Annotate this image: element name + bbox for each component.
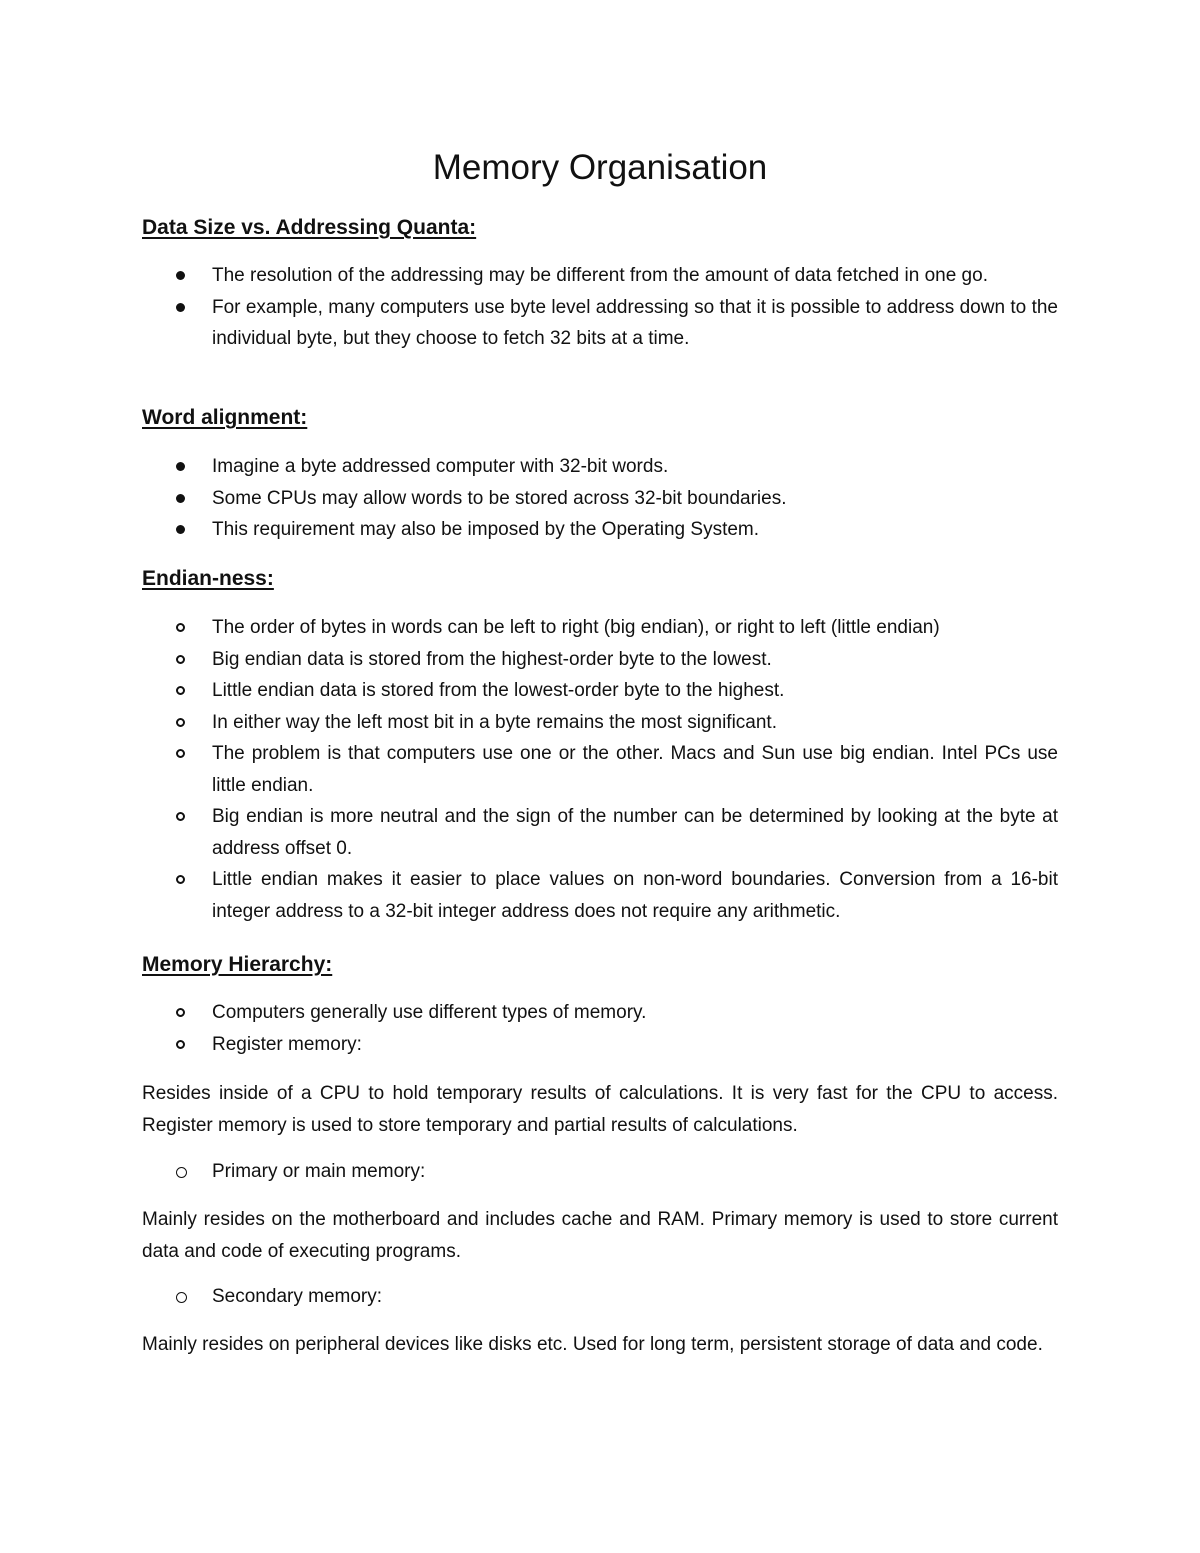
circle-bullet-icon [176, 623, 185, 632]
list-item-text: For example, many computers use byte level addressing so that it is possible to address down to the individual byte, but they choose to fetch 32 bits at a time. [212, 296, 1058, 349]
list-item-text: Primary or main memory: [212, 1161, 426, 1182]
circle-bullet-icon [176, 655, 185, 664]
secondary-memory-list [142, 1281, 1058, 1313]
list-item [142, 801, 1058, 864]
circle-bullet-icon [176, 1008, 185, 1017]
list-item-text: In either way the left most bit in a byte remains the most significant. [212, 711, 777, 733]
disc-bullet-icon [176, 525, 185, 534]
circle-bullet-icon [176, 1167, 187, 1178]
circle-bullet-icon [176, 1040, 185, 1049]
list-item [142, 707, 1058, 739]
list-item [142, 612, 1058, 644]
secondary-memory-paragraph: Mainly resides on peripheral devices like disks etc. Used for long term, persistent storage of data and code. [142, 1334, 1043, 1355]
list-item [142, 644, 1058, 676]
list-item [142, 483, 1058, 515]
list-item [142, 292, 1058, 355]
list-item-text: Computers generally use different types of memory. [212, 1002, 647, 1023]
register-memory-paragraph: Resides inside of a CPU to hold temporary results of calculations. It is very fast for the CPU to access. Register memory is used to store temporary and partial results of calculations. [142, 1083, 1058, 1136]
list-item [142, 1281, 1058, 1313]
section-heading-data-size: Data Size vs. Addressing Quanta: [142, 216, 477, 239]
word-alignment-list [142, 451, 1058, 546]
list-item [142, 514, 1058, 546]
circle-bullet-icon [176, 812, 185, 821]
list-item [142, 864, 1058, 927]
circle-bullet-icon [176, 749, 185, 758]
list-item-text: Little endian data is stored from the lowest-order byte to the highest. [212, 680, 785, 701]
list-item [142, 1029, 1058, 1061]
hierarchy-list [142, 997, 1058, 1060]
list-item-text: Secondary memory: [212, 1286, 383, 1307]
primary-memory-paragraph: Mainly resides on the motherboard and includes cache and RAM. Primary memory is used to store current data and code of executing programs. [142, 1209, 1058, 1262]
list-item-text: Big endian data is stored from the highest-order byte to the lowest. [212, 648, 772, 670]
section-heading-endian: Endian-ness: [142, 567, 274, 590]
list-item-text: Little endian makes it easier to place values on non-word boundaries. Conversion from a 16-bit integer address to a 32-bit integer address does not require any arithmetic. [212, 869, 1058, 922]
list-item [142, 1156, 1058, 1188]
disc-bullet-icon [176, 303, 185, 312]
circle-bullet-icon [176, 1292, 187, 1303]
disc-bullet-icon [176, 462, 185, 471]
list-item [142, 997, 1058, 1029]
list-item-text: The problem is that computers use one or the other. Macs and Sun use big endian. Intel PCs use little endian. [212, 743, 1058, 796]
primary-memory-list [142, 1156, 1058, 1188]
circle-bullet-icon [176, 686, 185, 695]
endian-list [142, 612, 1058, 927]
list-item-text: The resolution of the addressing may be different from the amount of data fetched in one go. [212, 265, 988, 286]
list-item-text: This requirement may also be imposed by the Operating System. [212, 519, 760, 540]
list-item [142, 260, 1058, 292]
section-heading-word-alignment: Word alignment: [142, 406, 308, 429]
list-item [142, 675, 1058, 707]
section-heading-hierarchy: Memory Hierarchy: [142, 953, 333, 976]
data-size-list [142, 260, 1058, 355]
disc-bullet-icon [176, 494, 185, 503]
list-item-text: Register memory: [212, 1033, 362, 1055]
list-item [142, 451, 1058, 483]
list-item-text: Some CPUs may allow words to be stored across 32-bit boundaries. [212, 487, 787, 509]
list-item-text: Imagine a byte addressed computer with 32-bit words. [212, 456, 669, 477]
document-title: Memory Organisation [432, 148, 768, 187]
circle-bullet-icon [176, 718, 185, 727]
list-item-text: The order of bytes in words can be left to right (big endian), or right to left (little endian) [212, 617, 940, 638]
disc-bullet-icon [176, 271, 185, 280]
list-item-text: Big endian is more neutral and the sign of the number can be determined by looking at the byte at address offset 0. [212, 806, 1058, 859]
list-item [142, 738, 1058, 801]
circle-bullet-icon [176, 875, 185, 884]
